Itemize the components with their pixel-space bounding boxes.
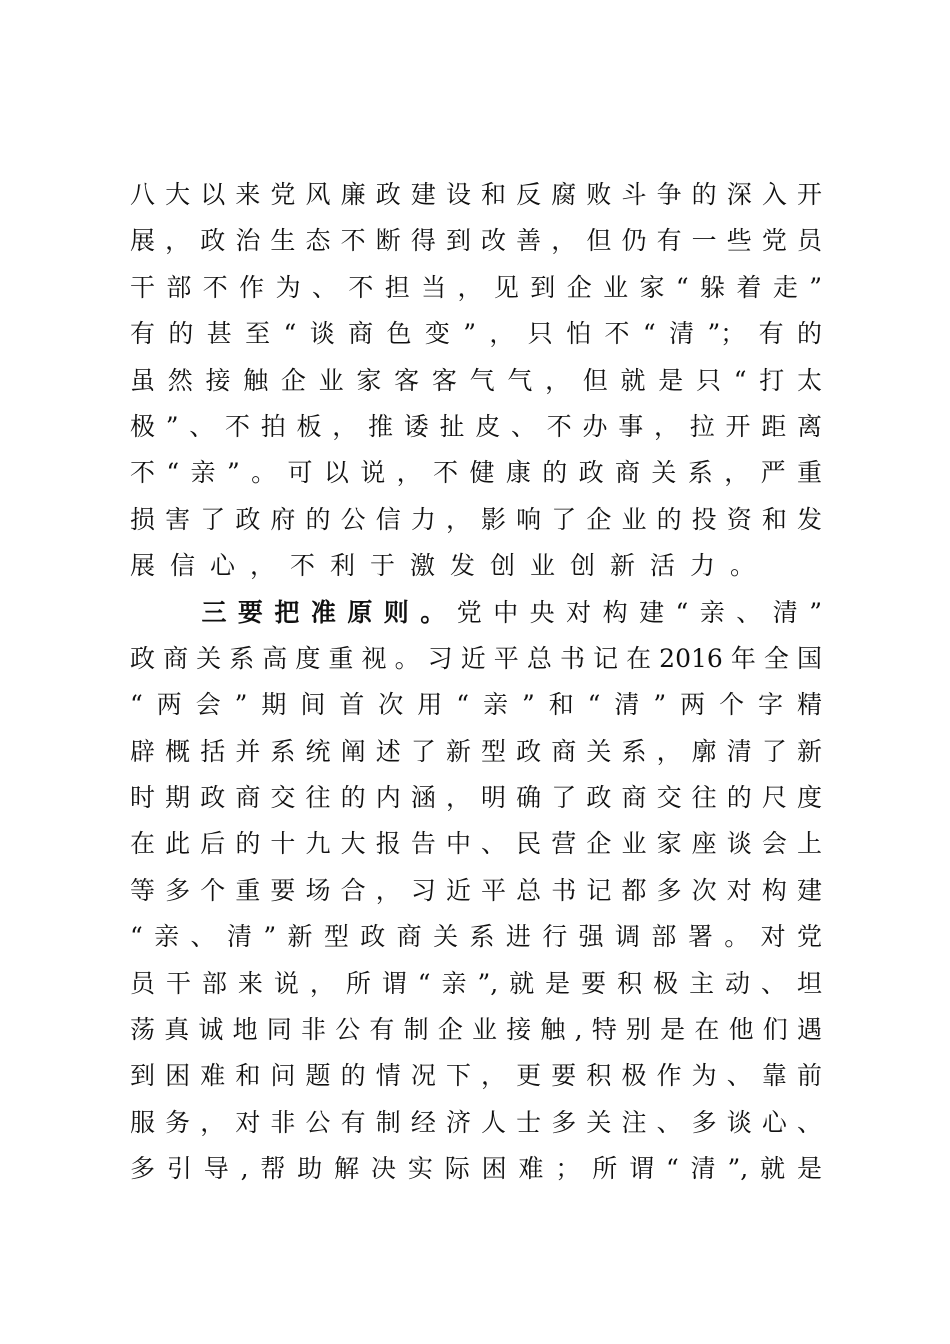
text-line: 损害了政府的公信力，影响了企业的投资和发 (130, 504, 822, 534)
text-line: 虽然接触企业家客客气气，但就是只“打太 (130, 365, 822, 395)
text-line: “亲、清”新型政商关系进行强调部署。对党 (130, 922, 822, 952)
text-line: 极”、不拍板，推诿扯皮、不办事，拉开距离 (130, 411, 822, 441)
paragraph-2 (130, 590, 822, 1193)
text-line: 员干部来说，所谓“亲”,就是要积极主动、坦 (130, 968, 822, 998)
text-line: “两会”期间首次用“亲”和“清”两个字精 (130, 690, 822, 720)
paragraph-first-line (130, 590, 822, 636)
text-line: 在此后的十九大报告中、民营企业家座谈会上 (130, 829, 822, 859)
body-text (130, 172, 822, 1193)
text-line: 到困难和问题的情况下，更要积极作为、靠前 (130, 1061, 822, 1091)
text-line: 不“亲”。可以说，不健康的政商关系，严重 (130, 458, 822, 488)
text-line: 八大以来党风廉政建设和反腐败斗争的深入开 (130, 180, 822, 209)
text-line: 时期政商交往的内涵，明确了政商交往的尺度 (130, 783, 822, 813)
text-line: 展，政治生态不断得到改善，但仍有一些党员 (130, 226, 822, 256)
paragraph-1 (130, 172, 822, 590)
text-run: 党中央对构建“亲、清” (456, 597, 822, 627)
text-line: 辟概括并系统阐述了新型政商关系，廓清了新 (130, 736, 822, 766)
text-line: 等多个重要场合，习近平总书记都多次对构建 (130, 875, 822, 905)
paragraph-heading: 三要把准原则。 (190, 597, 457, 627)
text-line: 干部不作为、不担当，见到企业家“躲着走” (130, 272, 822, 302)
text-line: 服务，对非公有制经济人士多关注、多谈心、 (130, 1107, 822, 1137)
text-line-last: 展信心，不利于激发创业创新活力。 (130, 551, 771, 581)
text-line: 荡真诚地同非公有制企业接触,特别是在他们遇 (130, 1015, 822, 1045)
text-line: 有的甚至“谈商色变”，只怕不“清”；有的 (130, 319, 822, 349)
text-line: 政商关系高度重视。习近平总书记在2016年全国 (130, 643, 822, 673)
text-line: 多引导,帮助解决实际困难；所谓“清”,就是 (130, 1154, 822, 1184)
